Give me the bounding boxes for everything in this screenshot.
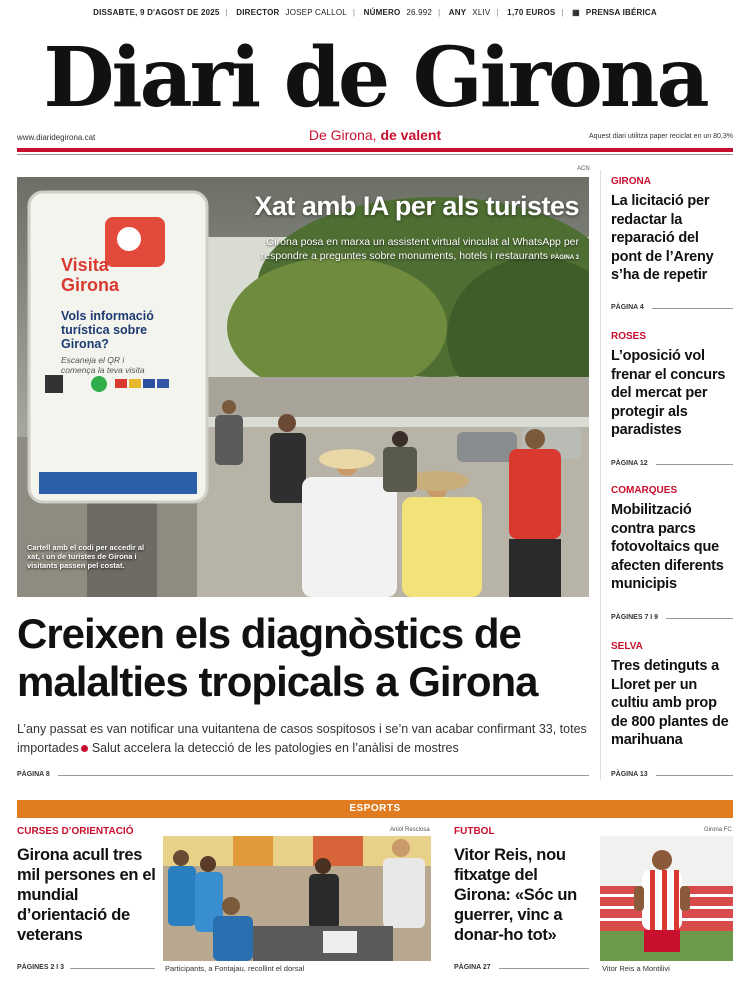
- sports-left-headline[interactable]: Girona acull tres mil persones en el mundial d’orientació de veterans: [17, 846, 156, 944]
- issue-year: XLIV: [472, 8, 491, 17]
- sidebar-category: GIRONA: [611, 176, 651, 187]
- main-page-rule: [58, 775, 589, 776]
- sidebar-headline[interactable]: L’oposició vol frenar el concurs del mercat per protegir als paradistes: [611, 348, 726, 438]
- sports-right-headline[interactable]: Vitor Reis, nou fitxatge del Girona: «Sóc un guerrer, vinc a donar-ho tot»: [454, 846, 577, 944]
- column-divider: [600, 170, 601, 780]
- main-deck: [17, 720, 589, 758]
- website-link[interactable]: www.diaridegirona.cat: [17, 133, 96, 142]
- sign-question-line2: turística sobre: [61, 323, 148, 337]
- sidebar-category: ROSES: [611, 331, 647, 342]
- photo-subtitle: [219, 235, 579, 265]
- slogan-prefix: De Girona,: [308, 127, 377, 143]
- sign-question: [61, 309, 154, 351]
- orienteering-photo-illustration: [163, 836, 431, 961]
- sports-left-photo-credit: Aniol Resclosa: [390, 827, 430, 833]
- photo-credit: ACN: [577, 166, 590, 172]
- vitor-reis-photo[interactable]: [600, 836, 733, 961]
- sign-question-line3: Girona?: [61, 337, 109, 351]
- sign-hint-line2: comença la teva visita: [61, 365, 145, 375]
- vitor-reis-photo-caption: Vitor Reis a Montilivi: [602, 964, 670, 973]
- group-logo-icon: ▦: [572, 8, 580, 17]
- sports-section-bar[interactable]: ESPORTS: [17, 800, 733, 818]
- vitor-reis-photo-illustration: [600, 836, 733, 961]
- sports-right-page-ref[interactable]: PÀGINA 27: [454, 964, 491, 971]
- sidebar-item-roses[interactable]: [611, 331, 733, 440]
- director-name: JOSEP CALLOL: [285, 8, 347, 17]
- deck-text-1: L’any passat es van notificar una vuitantena de casos sospitosos i se’n van acabar confirmant 33, totes importades: [17, 722, 587, 755]
- group-name: PRENSA IBÉRICA: [585, 8, 657, 17]
- orienteering-photo[interactable]: [163, 836, 431, 961]
- sidebar-page-rule: [666, 618, 733, 619]
- sidebar-page-ref[interactable]: PÀGINES 7 I 9: [611, 614, 659, 621]
- bullet-dot-icon: [81, 745, 88, 752]
- photo-subtitle-page[interactable]: PÀGINA 3: [550, 255, 579, 261]
- orienteering-photo-caption: Participants, a Fontajau, recollint el dorsal: [165, 964, 305, 973]
- sports-left-category: CURSES D’ORIENTACIÓ: [17, 826, 134, 837]
- main-headline[interactable]: Creixen els diagnòstics de malalties tropicals a Girona: [17, 610, 538, 705]
- sidebar-page-ref[interactable]: PÀGINA 12: [611, 460, 648, 467]
- photo-subtitle-text: Girona posa en marxa un assistent virtual vinculat al WhatsApp per respondre a preguntes sobre monuments, hotels i restaurants: [260, 236, 579, 262]
- sports-right-page-rule: [499, 968, 589, 969]
- sidebar-item-girona[interactable]: [611, 176, 733, 285]
- sign-brand-line1: Visita: [61, 255, 109, 275]
- sidebar-headline[interactable]: Mobilització contra parcs fotovoltaics que afecten diferents municipis: [611, 502, 724, 592]
- sports-left-page-rule: [70, 968, 155, 969]
- main-page-ref[interactable]: PÀGINA 8: [17, 771, 50, 778]
- photo-caption: Cartell amb el codi per accedir al xat, i un de turistes de Girona i visitants passen pel costat.: [27, 543, 145, 570]
- sidebar-page-rule: [652, 308, 733, 309]
- sports-right-photo-credit: Girona FC: [704, 827, 732, 833]
- sidebar-page-rule: [656, 464, 733, 465]
- sidebar-category: SELVA: [611, 641, 643, 652]
- sign-brand-line2: Girona: [61, 275, 120, 295]
- recycle-note: Aquest diari utilitza paper reciclat en un 80,3%: [589, 133, 733, 140]
- sports-left-page-ref[interactable]: PÀGINES 2 I 3: [17, 964, 65, 971]
- top-info-line: DISSABTE, 9 D'AGOST DE 2025 | DIRECTOR JOSEP CALLOL | NÚMERO 26.992 | ANY XLIV | 1,70 EUROS | ▦ PRENSA IBÉRICA: [93, 8, 657, 17]
- number-label: NÚMERO: [363, 8, 401, 17]
- deck-text-2: Salut accelera la detecció de les patologies en l’anàlisi de mostres: [91, 741, 459, 755]
- sign-hint-line1: Escaneja el QR i: [61, 355, 125, 365]
- year-label: ANY: [448, 8, 467, 17]
- header-red-rule: [17, 148, 733, 152]
- photo-title[interactable]: Xat amb IA per als turistes: [254, 191, 579, 221]
- sign-hint: [61, 355, 145, 375]
- sidebar-headline[interactable]: Tres detinguts a Lloret per un cultiu amb prop de 800 plantes de marihuana: [611, 658, 729, 748]
- price: 1,70 EUROS: [507, 8, 556, 17]
- sidebar-item-comarques[interactable]: [611, 485, 733, 594]
- sports-right-category: FUTBOL: [454, 826, 495, 837]
- sign-question-line1: Vols informació: [61, 309, 154, 323]
- sidebar-page-ref[interactable]: PÀGINA 13: [611, 771, 648, 778]
- header-thin-rule: [17, 154, 733, 155]
- issue-number: 26.992: [406, 8, 433, 17]
- sidebar-page-rule: [656, 775, 733, 776]
- sidebar-category: COMARQUES: [611, 485, 678, 496]
- sign-brand: [61, 255, 119, 295]
- main-photo[interactable]: [17, 177, 589, 597]
- masthead-title[interactable]: Diari de Girona: [43, 30, 707, 126]
- sidebar-item-selva[interactable]: [611, 641, 733, 750]
- slogan-bold: de valent: [380, 127, 442, 143]
- sidebar-page-ref[interactable]: PÀGINA 4: [611, 304, 644, 311]
- issue-date: DISSABTE, 9 D'AGOST DE 2025: [93, 8, 220, 17]
- director-label: DIRECTOR: [236, 8, 280, 17]
- sidebar-headline[interactable]: La licitació per redactar la reparació del pont de l’Areny s’ha de repetir: [611, 193, 714, 283]
